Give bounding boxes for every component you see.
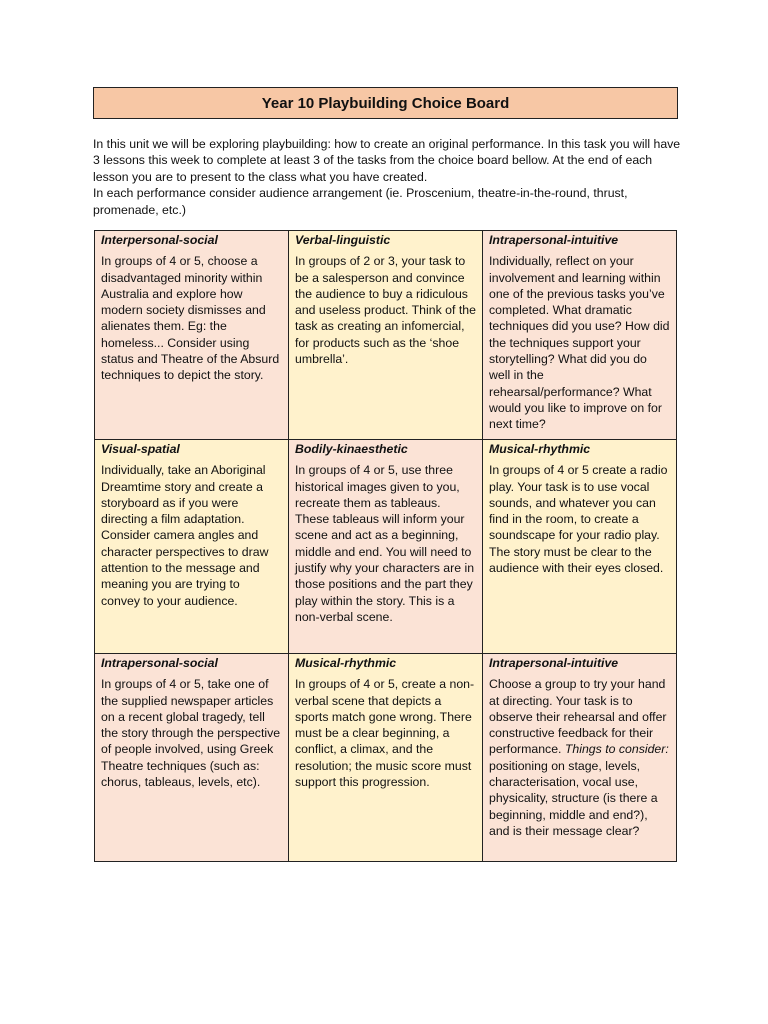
board-cell-bodily-kinaesthetic: [289, 440, 483, 654]
cell-body: In groups of 4 or 5, take one of the supplied newspaper articles on a recent global tragedy, tell the story through the perspective of people involved, using Greek Theatre techniques (such as: chorus, tableaus, levels, etc).: [101, 677, 281, 790]
cell-body: In groups of 2 or 3, your task to be a salesperson and convince the audience to buy a ridiculous and useless product. Think of the task as creating an infomercial, for products such as the ‘shoe umbrella’.: [295, 254, 476, 367]
board-cell-visual-spatial: [95, 440, 289, 654]
choice-board-table: [94, 230, 677, 862]
cell-body: Individually, reflect on your involvement and learning within one of the previous tasks you’ve completed. What dramatic techniques did you use? How did the techniques support your storytelling? What did you do well in the rehearsal/performance? What would you like to improve on for next time?: [489, 254, 670, 432]
cell-body: [489, 676, 670, 839]
intro-paragraph-2: In each performance consider audience arrangement (ie. Proscenium, theatre-in-the-round, thrust, promenade, etc.): [93, 186, 628, 217]
cell-heading: Interpersonal-social: [101, 233, 218, 247]
cell-heading: Musical-rhythmic: [295, 656, 397, 670]
cell-body-text: positioning on stage, levels, characterisation, vocal use, physicality, structure (is there a beginning, middle and end?), and is their message clear?: [489, 758, 658, 838]
things-to-consider-label: Things to consider:: [564, 742, 669, 757]
cell-body: In groups of 4 or 5 create a radio play. Your task is to use vocal sounds, and whatever you can find in the room, to create a soundscape for your radio play. The story must be clear to the audience with their eyes closed.: [489, 463, 668, 576]
cell-heading: Intrapersonal-intuitive: [489, 656, 619, 670]
cell-heading: Visual-spatial: [101, 442, 180, 456]
board-cell-intrapersonal-social: [95, 654, 289, 862]
cell-heading: Musical-rhythmic: [489, 442, 591, 456]
cell-body: In groups of 4 or 5, create a non-verbal scene that depicts a sports match gone wrong. There must be a clear beginning, a conflict, a climax, and the resolution; the music score must support this progression.: [295, 677, 475, 790]
board-cell-intrapersonal-intuitive-2: [483, 654, 677, 862]
cell-heading: Intrapersonal-intuitive: [489, 233, 619, 247]
board-row-3: [95, 654, 677, 862]
board-cell-musical-rhythmic: [483, 440, 677, 654]
cell-heading: Bodily-kinaesthetic: [295, 442, 408, 456]
board-cell-musical-rhythmic-2: [289, 654, 483, 862]
intro-paragraph-1: In this unit we will be exploring playbuilding: how to create an original performance. In this task you will have 3 lessons this week to complete at least 3 of the tasks from the choice board bellow. At the end of each lesson you are to present to the class what you have created.: [93, 137, 681, 184]
board-cell-intrapersonal-intuitive: [483, 231, 677, 440]
board-cell-verbal-linguistic: [289, 231, 483, 440]
cell-heading: Verbal-linguistic: [295, 233, 391, 247]
cell-heading: Intrapersonal-social: [101, 656, 218, 670]
cell-body-text: Choose a group to try your hand at directing. Your task is to observe their rehearsal and offer constructive feedback for their performance.: [489, 677, 667, 757]
cell-body: In groups of 4 or 5, use three historical images given to you, recreate them as tableaus. These tableaus will inform your scene and act as a beginning, middle and end. You will need to justify why your characters are in those positions and the part they play within the story. This is a non-verbal scene.: [295, 463, 475, 624]
cell-body: Individually, take an Aboriginal Dreamtime story and create a storyboard as if you were directing a film adaptation. Consider camera angles and character perspectives to draw attention to the message and meaning you are trying to convey to your audience.: [101, 463, 269, 608]
intro-text: [93, 136, 683, 218]
board-row-2: [95, 440, 677, 654]
title-banner: [93, 87, 678, 119]
board-row-1: [95, 231, 677, 440]
cell-body: In groups of 4 or 5, choose a disadvantaged minority within Australia and explore how modern society dismisses and alienates them. Eg: the homeless... Consider using status and Theatre of the Absurd techniques to depict the story.: [101, 254, 280, 383]
page-title: Year 10 Playbuilding Choice Board: [261, 94, 510, 112]
board-cell-interpersonal-social: [95, 231, 289, 440]
